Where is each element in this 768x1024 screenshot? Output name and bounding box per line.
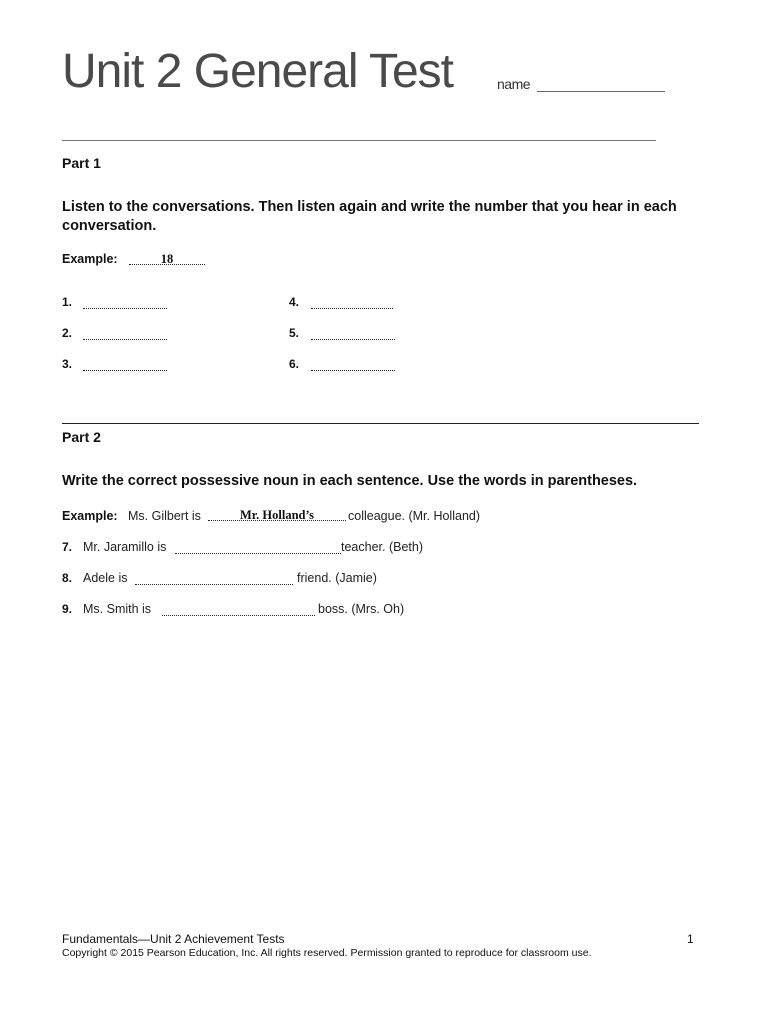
- part1-instructions: Listen to the conversations. Then listen again and write the number that you hear in each conversation.: [62, 199, 677, 234]
- part1-example-answer: 18: [129, 252, 205, 265]
- sentence-start: Adele is: [83, 571, 128, 585]
- item-number: 1.: [62, 295, 73, 309]
- footer-copyright: Copyright © 2015 Pearson Education, Inc. All rights reserved. Permission granted to reproduce for classroom use.: [62, 947, 592, 959]
- example-sentence-start: Ms. Gilbert is: [128, 509, 201, 523]
- part2-instructions: Write the correct possessive noun in each sentence. Use the words in parentheses.: [62, 473, 638, 489]
- item-number: 2.: [62, 326, 73, 340]
- answer-blank-1[interactable]: [83, 296, 167, 309]
- answer-blank-3[interactable]: [83, 358, 167, 371]
- sentence-end: friend. (Jamie): [297, 571, 377, 585]
- name-label: name: [497, 76, 531, 92]
- footer-title: Fundamentals—Unit 2 Achievement Tests: [62, 932, 285, 946]
- answer-blank-4[interactable]: [311, 296, 393, 309]
- answer-blank-8[interactable]: [135, 572, 293, 585]
- page-number: 1: [687, 932, 694, 946]
- sentence-start: Ms. Smith is: [83, 602, 152, 616]
- item-number: 8.: [62, 571, 73, 585]
- answer-blank-6[interactable]: [311, 358, 395, 371]
- example-sentence-end: colleague. (Mr. Holland): [348, 509, 481, 523]
- answer-blank-2[interactable]: [83, 327, 167, 340]
- part2-example-label: Example:: [62, 509, 118, 523]
- sentence-end: teacher. (Beth): [341, 540, 423, 554]
- page-title: Unit 2 General Test: [62, 45, 453, 98]
- item-number: 3.: [62, 357, 73, 371]
- part2-example-answer: Mr. Holland’s: [208, 508, 346, 521]
- part2-heading: Part 2: [62, 429, 101, 445]
- answer-blank-7[interactable]: [175, 541, 341, 554]
- item-number: 4.: [289, 295, 300, 309]
- part1-example-label: Example:: [62, 252, 118, 266]
- answer-blank-5[interactable]: [311, 327, 395, 340]
- item-number: 5.: [289, 326, 300, 340]
- name-answer-line[interactable]: [537, 91, 665, 92]
- sentence-start: Mr. Jaramillo is: [83, 540, 167, 554]
- sentence-end: boss. (Mrs. Oh): [318, 602, 405, 616]
- item-number: 9.: [62, 602, 73, 616]
- item-number: 6.: [289, 357, 300, 371]
- item-number: 7.: [62, 540, 73, 554]
- header-divider: [62, 140, 656, 141]
- answer-blank-9[interactable]: [162, 603, 315, 616]
- section-divider: [62, 423, 699, 424]
- part1-heading: Part 1: [62, 155, 101, 171]
